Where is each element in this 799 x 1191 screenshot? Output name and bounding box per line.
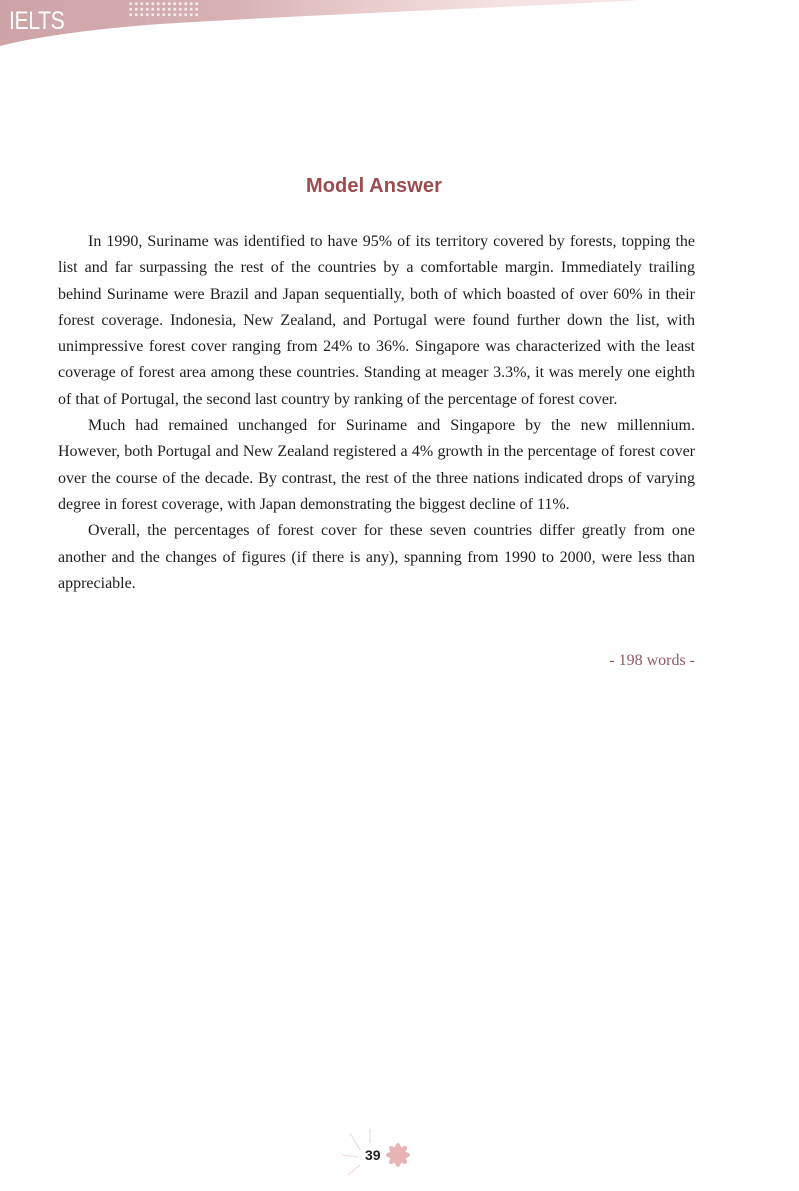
banner-label: IELTS [9,7,65,35]
model-answer-body [58,229,695,597]
paragraph-3: Overall, the percentages of forest cover for these seven countries differ greatly from one another and the changes of figures (if there is any), spanning from 1990 to 2000, were less than appreciable. [58,522,695,592]
page-number: 39 [365,1147,381,1163]
banner-shape [0,0,799,60]
paragraph-2: Much had remained unchanged for Suriname and Singapore by the new millennium. However, both Portugal and New Zealand registered a 4% growth in the percentage of forest cover over the course of the decade. By contrast, the rest of the three nations indicated drops of varying degree in forest coverage, with Japan demonstrating the biggest decline of 11%. [58,417,695,513]
word-count: - 198 words - [609,652,695,669]
flower-ornament-icon [330,1125,440,1190]
section-title: Model Answer [305,175,443,197]
header-banner [0,0,799,60]
banner-dot-pattern [128,1,200,19]
paragraph-1: In 1990, Suriname was identified to have 95% of its territory covered by forests, topping the list and far surpassing the rest of the countries by a comfortable margin. Immediately trailing behind Suriname were Brazil and Japan sequentially, both of which boasted of over 60% in their forest coverage. Indonesia, New Zealand, and Portugal were found further down the list, with unimpressive forest cover ranging from 24% to 36%. Singapore was characterized with the least coverage of forest area among these countries. Standing at meager 3.3%, it was merely one eighth of that of Portugal, the second last country by ranking of the percentage of forest cover. [58,233,695,408]
